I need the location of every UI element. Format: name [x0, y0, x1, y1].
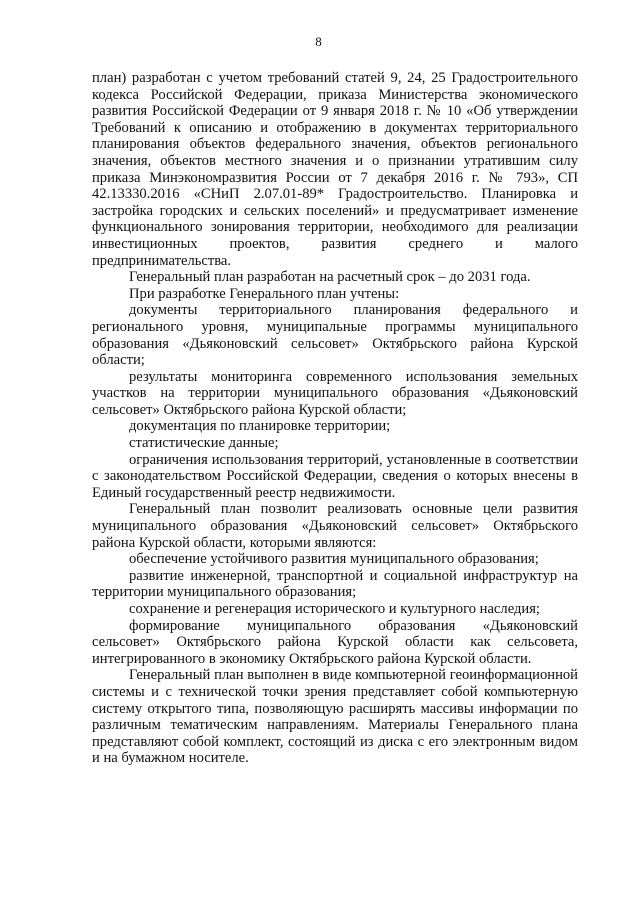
list-item-planning-documentation: документация по планировке территории;	[129, 418, 391, 435]
list-item-planning-documents: документы территориального планирования федерального и регионального уровня, муниципальные программы муниципального образования «Дьяконовский сельсовет» Октябрьского района Курской области;	[92, 302, 578, 369]
paragraph-plan-developed: план) разработан с учетом требований статей 9, 24, 25 Градостроительного кодекса Российской Федерации, приказа Министерства экономического развития Российской Федерации от 9 января 2018 г. № 10 «Об утверждении Требований к описанию и отображению в документах территориального планирования объектов федерального значения, объектов регионального значения, объектов местного значения и о признании утратившим силу приказа Минэкономразвития России от 7 декабря 2016 г. № 793», СП 42.13330.2016 «СНиП 2.07.01-89* Градостроительство. Планировка и застройка городских и сельских поселений» и предусматривает изменение функционального зонирования территории, необходимого для реализации инвестиционных проектов, развития среднего и малого предпринимательства.	[92, 70, 578, 269]
list-item-heritage: сохранение и регенерация исторического и культурного наследия;	[129, 601, 540, 617]
paragraph-goals-intro: Генеральный план позволит реализовать основные цели развития муниципального образования «Дьяконовский сельсовет» Октябрьского района Курской области, которыми являются:	[92, 501, 578, 551]
page-number: 8	[315, 34, 322, 49]
paragraph-gis-system: Генеральный план выполнен в виде компьютерной геоинформационной системы и с технической точки зрения представляет собой компьютерную систему открытого типа, позволяющую расширять массивы информации по различным тематическим направлениям. Материалы Генерального плана представляют собой комплект, состоящий из диска с его электронным видом и на бумажном носителе.	[92, 667, 578, 767]
paragraph-calculation-period: Генеральный план разработан на расчетный срок – до 2031 года.	[129, 269, 531, 286]
list-item-monitoring-results: результаты мониторинга современного использования земельных участков на территории муниципального образования «Дьяконовский сельсовет» Октябрьского района Курской области;	[92, 368, 578, 418]
list-item-infrastructure: развитие инженерной, транспортной и социальной инфраструктур на территории муниципального образования;	[92, 567, 578, 601]
document-body	[92, 70, 578, 767]
list-item-sustainable-development: обеспечение устойчивого развития муниципального образования;	[129, 551, 539, 568]
list-item-formation: формирование муниципального образования «Дьяконовский сельсовет» Октябрьского района Курской области как сельсовета, интегрированного в экономику Октябрьского района Курской области.	[92, 617, 578, 667]
paragraph-considered-intro: При разработке Генерального план учтены:	[129, 285, 400, 302]
list-item-restrictions: ограничения использования территорий, установленные в соответствии с законодательством Российской Федерации, сведения о которых внесены в Единый государственный реестр недвижимости.	[92, 451, 578, 501]
list-item-statistics: статистические данные;	[129, 435, 279, 452]
